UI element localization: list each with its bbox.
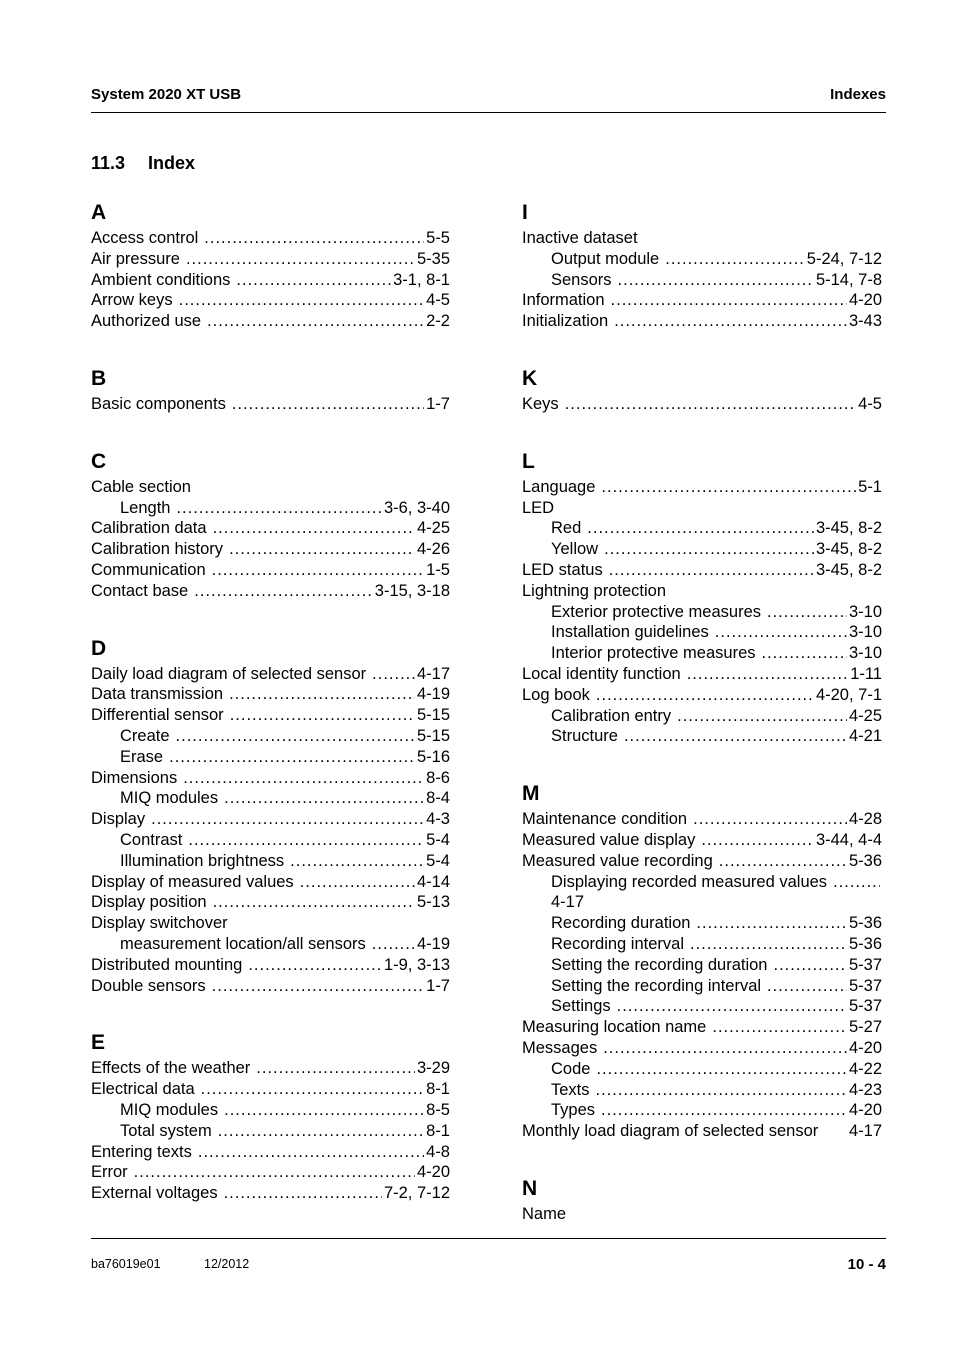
leader-dots: [207, 311, 424, 332]
running-header-title: System 2020 XT USB: [91, 86, 242, 103]
index-column-left: [91, 198, 450, 1204]
leader-dots: [186, 249, 415, 270]
index-page-ref: 5-1: [858, 477, 882, 496]
index-subentry: [522, 1080, 882, 1101]
index-entry: [91, 1183, 450, 1204]
index-entry: [522, 664, 882, 685]
index-entry: [91, 913, 450, 934]
index-term: Arrow keys: [91, 291, 173, 310]
index-letter-heading: A: [91, 201, 107, 224]
index-letter-heading: C: [91, 449, 107, 473]
index-term: Cable section: [91, 477, 191, 496]
leader-dots: [609, 560, 814, 581]
index-term: Measuring location name: [522, 1018, 707, 1037]
index-term: Code: [551, 1059, 591, 1078]
index-page-ref: 3-43: [848, 312, 882, 331]
index-entry: [522, 311, 882, 332]
index-entry: [91, 228, 450, 249]
index-term: Double sensors: [91, 976, 206, 995]
index-term: External voltages: [91, 1184, 218, 1203]
footer-document-id: ba76019e01: [91, 1257, 161, 1271]
index-page-ref: 4-28: [848, 810, 882, 829]
index-letter-heading: N: [522, 1176, 538, 1200]
index-term: MIQ modules: [120, 789, 219, 808]
index-entry: [522, 228, 882, 249]
leader-dots: [179, 290, 425, 311]
leader-dots: [701, 830, 814, 851]
index-page-ref: 3-44, 4-4: [815, 830, 882, 849]
index-entry: [522, 477, 882, 498]
leader-dots: [618, 270, 814, 291]
index-page-ref: 2-2: [426, 312, 450, 331]
footer-rule: [91, 1238, 886, 1239]
leader-dots: [712, 1017, 847, 1038]
index-page-ref: 4-21: [848, 727, 882, 746]
index-subentry: [91, 851, 450, 872]
index-term: Recording duration: [551, 914, 691, 933]
index-term: Authorized use: [91, 312, 202, 331]
index-subentry: [522, 996, 882, 1017]
index-entry: [91, 768, 450, 789]
index-term: measurement location/all sensors: [120, 934, 366, 953]
index-page-ref: 4-5: [858, 394, 882, 413]
leader-dots: [596, 1059, 847, 1080]
index-term: Differential sensor: [91, 706, 224, 725]
leader-dots: [224, 1183, 382, 1204]
index-page-ref: 3-10: [848, 623, 882, 642]
index-page-ref: 5-15: [416, 726, 450, 745]
leader-dots: [300, 872, 415, 893]
leader-dots: [169, 747, 415, 768]
index-term: Initialization: [522, 312, 609, 331]
index-page-ref: 4-20: [416, 1163, 450, 1182]
index-page-ref: 4-25: [416, 519, 450, 538]
index-term: Local identity function: [522, 664, 681, 683]
index-term: Create: [120, 726, 170, 745]
index-entry: [91, 1058, 450, 1079]
index-term: Yellow: [551, 540, 599, 559]
index-entry: [522, 1121, 882, 1142]
index-term: Calibration data: [91, 519, 207, 538]
index-term: Recording interval: [551, 934, 684, 953]
index-term: Length: [120, 498, 171, 517]
leader-dots: [176, 498, 381, 519]
index-page-ref: 1-5: [426, 560, 450, 579]
index-entry: [91, 976, 450, 997]
index-term: Illumination brightness: [120, 851, 285, 870]
index-subentry: [522, 934, 882, 955]
leader-dots: [611, 290, 847, 311]
index-page-ref: 5-37: [848, 976, 882, 995]
index-page-ref: 8-4: [426, 789, 450, 808]
index-page-ref: 7-2, 7-12: [383, 1184, 450, 1203]
index-page-ref: 4-14: [416, 872, 450, 891]
footer-page-number: 10 - 4: [847, 1256, 886, 1273]
index-page-ref: 4-22: [848, 1059, 882, 1078]
leader-dots: [213, 518, 415, 539]
index-term: Interior protective measures: [551, 644, 756, 663]
leader-dots: [565, 394, 856, 415]
leader-dots: [596, 1080, 847, 1101]
index-subentry: [522, 270, 882, 291]
index-page-ref: 5-24, 7-12: [806, 249, 882, 268]
leader-dots: [224, 1100, 424, 1121]
leader-dots: [665, 249, 805, 270]
index-letter-heading: K: [522, 366, 538, 390]
index-page-ref: 5-36: [848, 851, 882, 870]
index-page-ref: 5-13: [416, 893, 450, 912]
index-page-ref: 5-36: [848, 934, 882, 953]
index-entry: [522, 394, 882, 415]
index-term: Entering texts: [91, 1142, 192, 1161]
index-term: Erase: [120, 747, 164, 766]
index-page-ref: 8-1: [426, 1121, 450, 1140]
leader-dots: [151, 809, 424, 830]
leader-dots: [587, 518, 814, 539]
index-letter-heading: D: [91, 636, 107, 660]
index-term: Daily load diagram of selected sensor: [91, 664, 367, 683]
index-subentry: [91, 1121, 450, 1142]
index-subentry: [522, 872, 882, 893]
index-term: Error: [91, 1163, 128, 1182]
index-entry: [91, 705, 450, 726]
leader-dots: [183, 768, 424, 789]
index-page-ref: 5-35: [416, 249, 450, 268]
index-page-ref: 3-45, 8-2: [815, 540, 882, 559]
index-entry: [91, 270, 450, 291]
index-subentry: [522, 249, 882, 270]
index-entry: [91, 872, 450, 893]
index-term: Sensors: [551, 270, 612, 289]
index-term: Red: [551, 519, 582, 538]
index-subentry: [91, 788, 450, 809]
index-term: Name: [522, 1204, 567, 1223]
index-term: Log book: [522, 685, 590, 704]
index-page-ref: 3-10: [848, 644, 882, 663]
index-term: Setting the recording duration: [551, 955, 768, 974]
leader-dots: [194, 581, 373, 602]
index-page-ref: 5-37: [848, 955, 882, 974]
index-subentry: [522, 602, 882, 623]
index-subentry: [522, 539, 882, 560]
index-entry: [91, 892, 450, 913]
index-page-ref: 1-9, 3-13: [383, 955, 450, 974]
index-page-ref: 3-6, 3-40: [383, 498, 450, 517]
index-page-ref: 3-45, 8-2: [815, 519, 882, 538]
index-term: Keys: [522, 394, 559, 413]
index-letter-heading: L: [522, 449, 535, 473]
index-entry: [91, 664, 450, 685]
index-entry: [522, 498, 882, 519]
leader-dots: [236, 270, 391, 291]
index-page-ref: 3-15, 3-18: [374, 581, 450, 600]
index-page-ref: 1-11: [850, 664, 882, 683]
index-entry: [91, 394, 450, 415]
index-term: Output module: [551, 249, 660, 268]
leader-dots: [603, 1038, 847, 1059]
leader-dots: [212, 976, 424, 997]
index-term: Inactive dataset: [522, 229, 638, 247]
index-term: Calibration entry: [551, 706, 672, 725]
leader-dots: [767, 976, 847, 997]
index-entry: [91, 560, 450, 581]
index-page-ref: 5-5: [426, 229, 450, 247]
running-header-section: Indexes: [830, 86, 886, 103]
index-term: Information: [522, 291, 605, 310]
index-subentry: [91, 726, 450, 747]
index-subentry: [522, 955, 882, 976]
index-term: Displaying recorded measured values: [551, 872, 828, 891]
leader-dots: [201, 1079, 425, 1100]
leader-dots: [773, 955, 846, 976]
leader-dots: [624, 726, 847, 747]
index-term: Calibration history: [91, 540, 224, 559]
index-page-ref: 5-37: [848, 997, 882, 1016]
index-letter-heading: M: [522, 782, 540, 806]
index-term: Dimensions: [91, 768, 178, 787]
index-subentry: [91, 934, 450, 955]
index-entry: [91, 311, 450, 332]
index-page-ref: 5-15: [416, 706, 450, 725]
leader-dots: [248, 955, 382, 976]
index-page-ref: 3-45, 8-2: [815, 560, 882, 579]
index-page-ref: 4-19: [416, 685, 450, 704]
index-page-ref: 8-5: [426, 1100, 450, 1119]
leader-dots: [601, 1100, 847, 1121]
index-subentry: [522, 643, 882, 664]
leader-dots: [617, 996, 847, 1017]
index-entry: [91, 581, 450, 602]
index-subentry: [522, 913, 882, 934]
index-page-ref: 4-25: [848, 706, 882, 725]
leader-dots: [232, 394, 424, 415]
index-page-ref: 4-20: [848, 1101, 882, 1120]
index-page-ref: 4-23: [848, 1080, 882, 1099]
index-term: Ambient conditions: [91, 270, 231, 289]
index-page-ref: 5-27: [848, 1018, 882, 1037]
leader-dots: [693, 809, 847, 830]
index-subentry: [91, 1100, 450, 1121]
leader-dots: [229, 684, 415, 705]
index-term: Communication: [91, 560, 206, 579]
index-page-ref: 5-36: [848, 914, 882, 933]
leader-dots: [372, 934, 415, 955]
index-term: Exterior protective measures: [551, 602, 761, 621]
index-term: Basic components: [91, 394, 226, 413]
leader-dots: [230, 705, 415, 726]
index-entry: [91, 1162, 450, 1183]
leader-dots: [604, 539, 814, 560]
leader-dots: [229, 539, 415, 560]
index-subentry: [91, 747, 450, 768]
index-entry: [522, 1038, 882, 1059]
index-entry: [522, 809, 882, 830]
leader-dots: [762, 643, 847, 664]
index-subentry: [522, 976, 882, 997]
index-term: Lightning protection: [522, 581, 667, 600]
index-page-ref: 5-4: [426, 851, 450, 870]
index-entry: [91, 955, 450, 976]
leader-dots: [601, 477, 856, 498]
index-entry: [522, 1017, 882, 1038]
index-entry: [91, 539, 450, 560]
index-term: LED: [522, 498, 555, 517]
index-term: Electrical data: [91, 1080, 195, 1099]
leader-dots: [687, 664, 849, 685]
index-page-ref: 4-26: [416, 540, 450, 559]
index-entry: [91, 518, 450, 539]
leader-dots: [614, 311, 847, 332]
index-term: Effects of the weather: [91, 1059, 251, 1078]
index-entry: [522, 830, 882, 851]
leader-dots: [719, 851, 847, 872]
header-rule: [91, 112, 886, 113]
index-page-ref: 5-16: [416, 747, 450, 766]
index-page-ref: 8-1: [426, 1080, 450, 1099]
index-term: Measured value recording: [522, 851, 713, 870]
leader-dots: [372, 664, 415, 685]
section-heading: [91, 153, 195, 174]
index-entry: [91, 290, 450, 311]
index-term: Contact base: [91, 581, 189, 600]
leader-dots: [690, 934, 847, 955]
index-term: Texts: [551, 1080, 590, 1099]
index-subentry: [91, 830, 450, 851]
index-term: Installation guidelines: [551, 623, 709, 642]
index-entry: [522, 685, 882, 706]
leader-dots: [204, 228, 424, 249]
index-page-ref: 4-3: [426, 810, 450, 829]
leader-dots: [256, 1058, 415, 1079]
index-page-ref: 1-7: [426, 976, 450, 995]
index-term: Monthly load diagram of selected sensor: [522, 1122, 819, 1141]
leader-dots: [677, 706, 847, 727]
index-page-ref: 8-6: [426, 768, 450, 787]
leader-dots: [696, 913, 847, 934]
section-number: 11.3: [91, 153, 126, 173]
leader-dots: [833, 872, 880, 893]
leader-dots: [198, 1142, 424, 1163]
index-page-ref: 4-19: [416, 934, 450, 953]
index-term: Total system: [120, 1121, 212, 1140]
index-term: Display position: [91, 893, 207, 912]
index-term: Measured value display: [522, 830, 696, 849]
index-term: Air pressure: [91, 249, 180, 268]
index-page-ref: 4-20: [848, 291, 882, 310]
section-title: Index: [148, 153, 196, 173]
index-entry: [522, 560, 882, 581]
index-subentry: [522, 622, 882, 643]
index-term: Language: [522, 477, 596, 496]
index-subentry: [522, 726, 882, 747]
leader-dots: [218, 1121, 424, 1142]
index-page-ref: 3-1, 8-1: [393, 270, 450, 289]
index-entry: [522, 851, 882, 872]
index-page-ref: 3-10: [848, 602, 882, 621]
index-subentry: [522, 518, 882, 539]
leader-dots: [188, 830, 424, 851]
index-page-ref: 4-17: [416, 664, 450, 683]
index-term: Display switchover: [91, 914, 228, 933]
index-subentry: [91, 498, 450, 519]
index-term: Types: [551, 1101, 596, 1120]
index-term: LED status: [522, 560, 603, 579]
index-entry: [522, 581, 882, 602]
index-term: Display: [91, 810, 146, 829]
index-subentry: [522, 1059, 882, 1080]
index-term: Distributed mounting: [91, 955, 243, 974]
index-page-ref: 4-20: [848, 1038, 882, 1057]
leader-dots: [134, 1162, 415, 1183]
leader-dots: [212, 560, 425, 581]
index-term: Display of measured values: [91, 872, 294, 891]
leader-dots: [290, 851, 424, 872]
index-term: MIQ modules: [120, 1100, 219, 1119]
leader-dots: [213, 892, 415, 913]
index-page-ref: 5-4: [426, 830, 450, 849]
index-term: Settings: [551, 997, 611, 1016]
index-page-ref: 4-20, 7-1: [815, 685, 882, 704]
index-term: Messages: [522, 1038, 598, 1057]
index-page-ref: 1-7: [426, 394, 450, 413]
index-letter-heading: B: [91, 366, 107, 390]
leader-dots: [596, 685, 814, 706]
index-entry: [91, 249, 450, 270]
index-term: Maintenance condition: [522, 810, 688, 829]
leader-dots: [767, 602, 847, 623]
index-entry: [91, 477, 450, 498]
index-term: Contrast: [120, 830, 183, 849]
index-term: Setting the recording interval: [551, 976, 762, 995]
footer-date: 12/2012: [204, 1257, 250, 1271]
index-page-ref: 4-17: [551, 893, 585, 912]
index-term: Access control: [91, 229, 199, 247]
index-entry: [522, 290, 882, 311]
index-entry: [91, 809, 450, 830]
index-letter-heading: I: [522, 201, 528, 224]
index-term: Structure: [551, 727, 618, 746]
index-letter-heading: E: [91, 1031, 106, 1055]
index-page-ref: 4-5: [426, 291, 450, 310]
index-entry: [91, 1079, 450, 1100]
leader-dots: [176, 726, 415, 747]
index-term: Data transmission: [91, 685, 224, 704]
index-page-ref: 4-17: [848, 1122, 882, 1141]
index-page-ref: 3-29: [416, 1059, 450, 1078]
index-entry: [91, 1142, 450, 1163]
index-column-right: [522, 198, 882, 1225]
leader-dots: [224, 788, 424, 809]
index-entry: [522, 1204, 882, 1225]
index-subentry: [522, 706, 882, 727]
leader-dots: [715, 622, 847, 643]
index-page-ref: 5-14, 7-8: [815, 270, 882, 289]
index-subentry: [522, 1100, 882, 1121]
index-entry: [91, 684, 450, 705]
index-page-ref: 4-8: [426, 1142, 450, 1161]
